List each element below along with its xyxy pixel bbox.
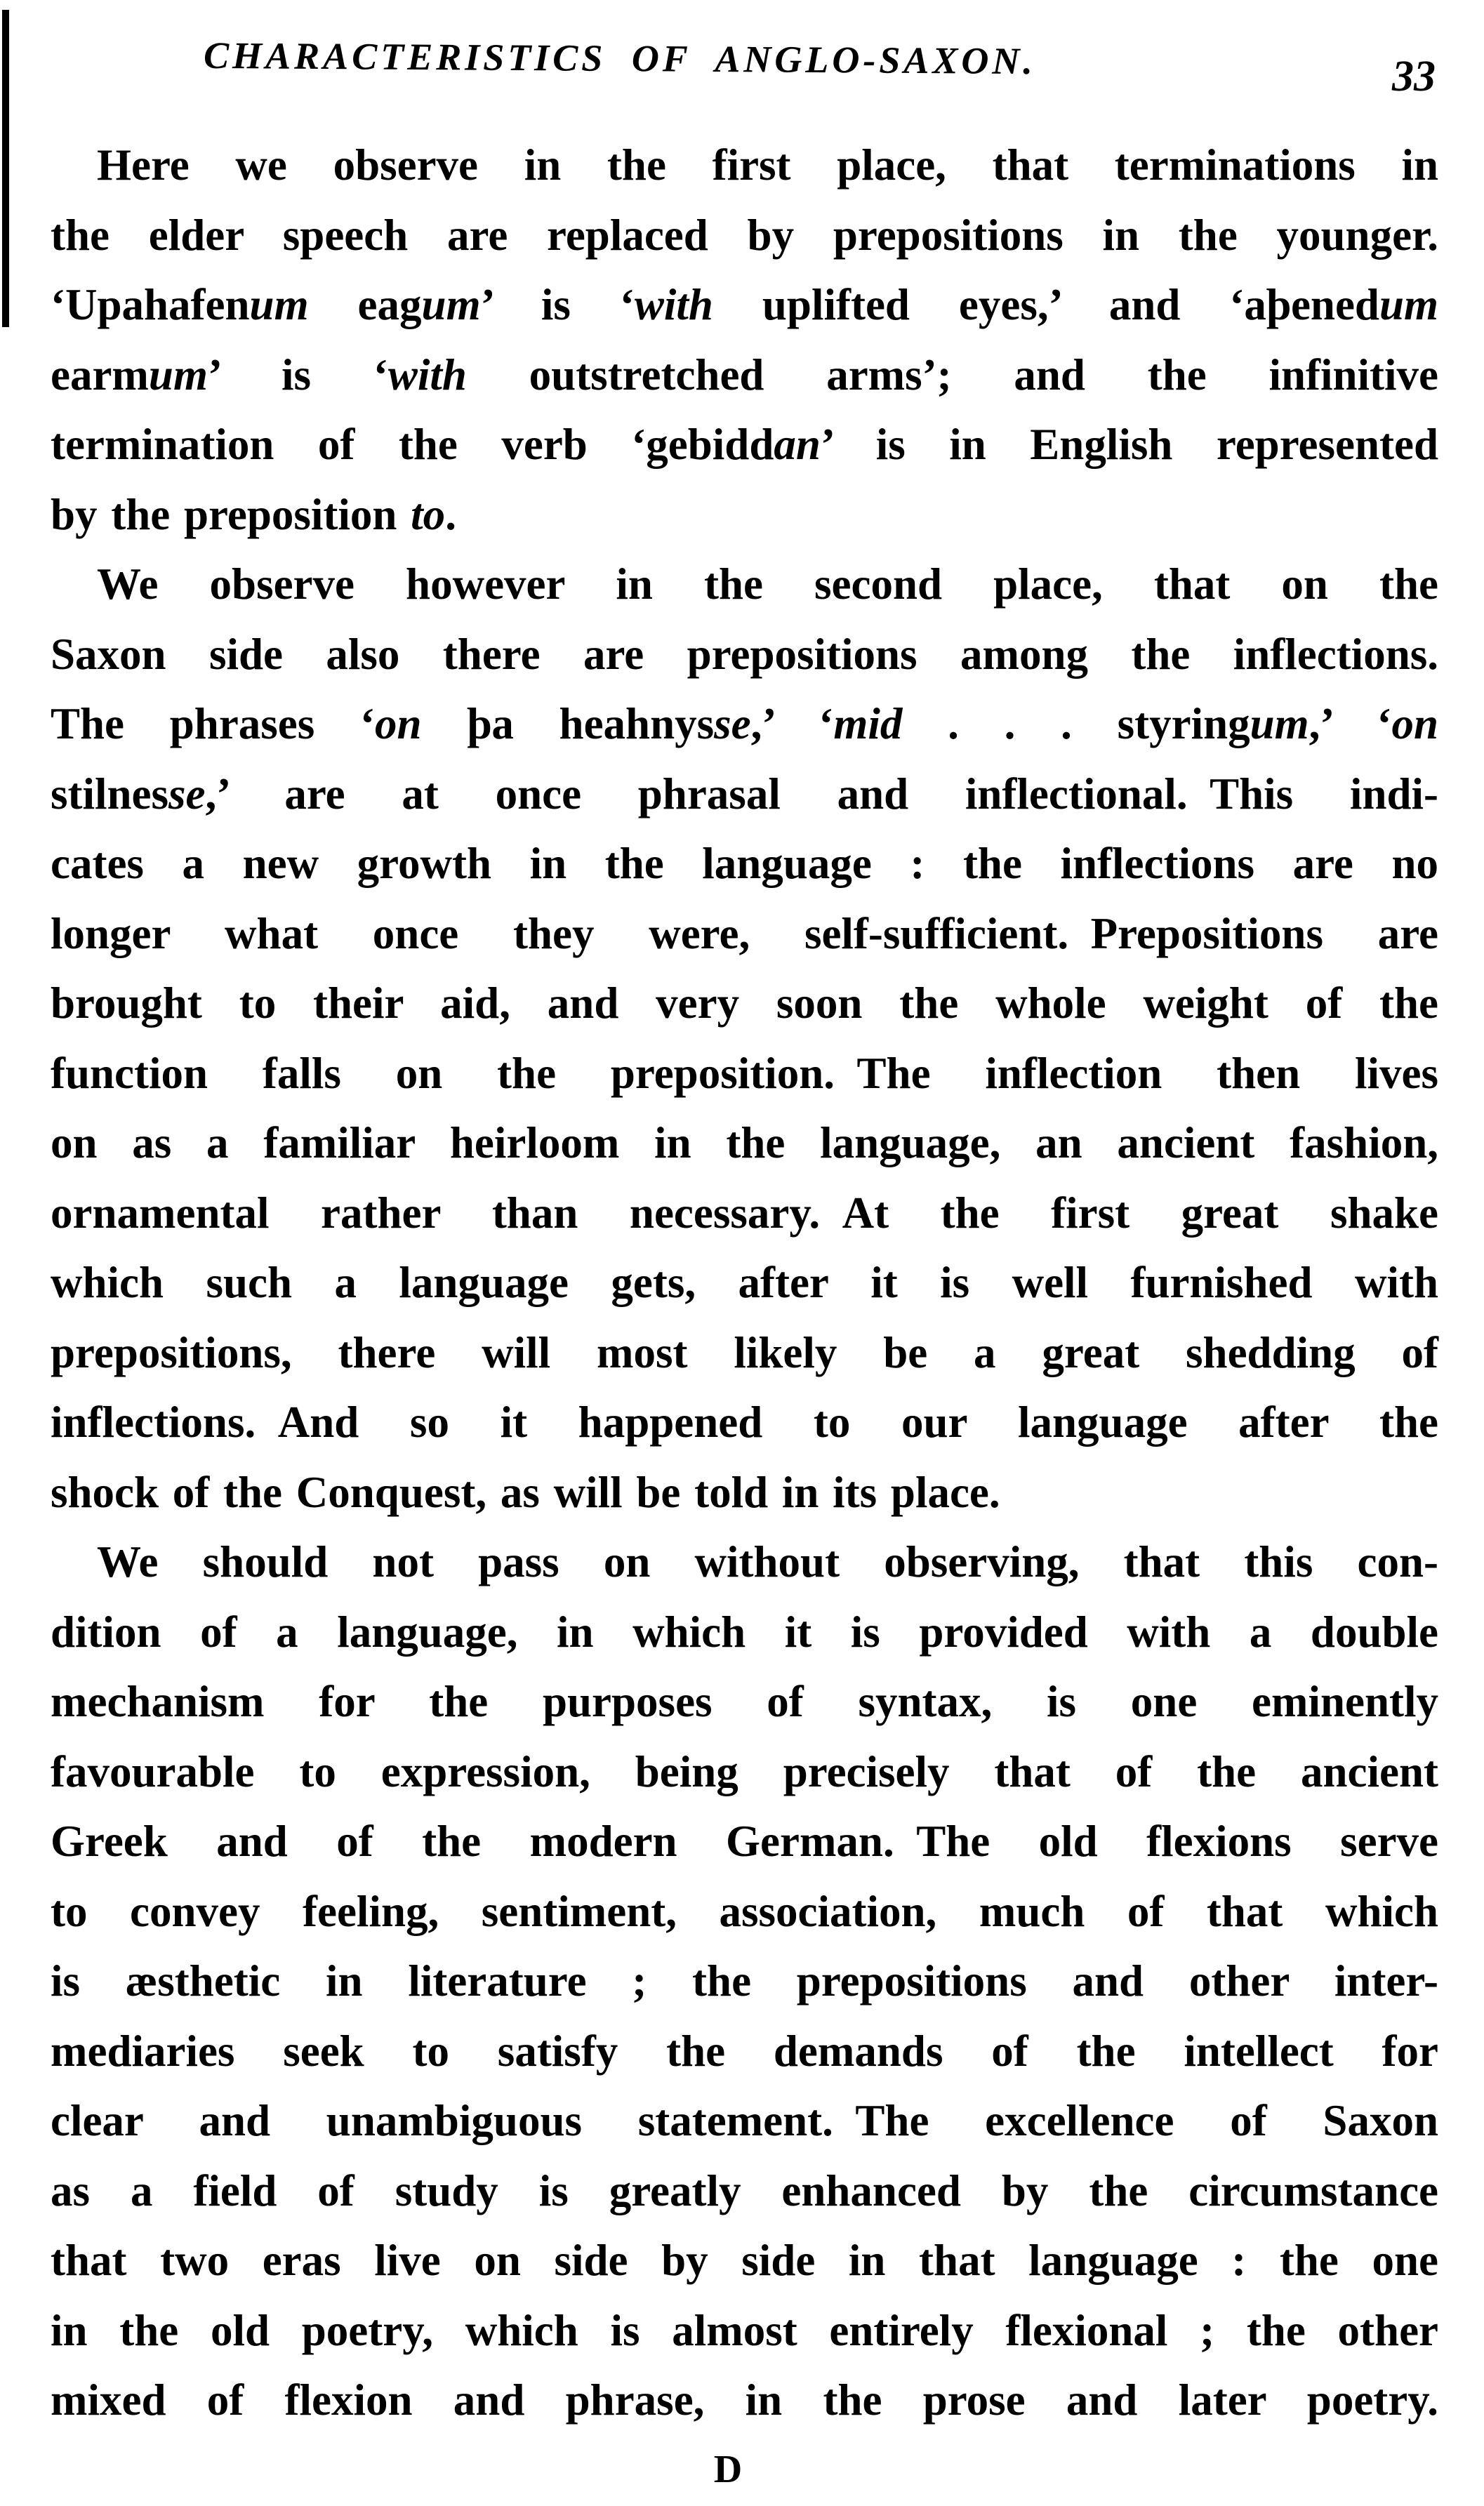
text-line: We observe however in the second place, that on the (97, 559, 1438, 609)
text-line: Saxon side also there are prepositions among the inflections. (51, 629, 1438, 679)
text-line: The phrases ‘on þa heahnysse,’ ‘mid . . . styringum,’ ‘on (51, 699, 1438, 748)
text-line: favourable to expression, being precisely that of the ancient (51, 1746, 1438, 1796)
page-number: 33 (1392, 53, 1436, 100)
page-title: CHARACTERISTICS OF ANGLO-SAXON. (203, 34, 1036, 83)
text-line: ‘Upahafenum eagum’ is ‘with uplifted eyes,’ and ‘aþenedum (51, 280, 1438, 329)
text-line: cates a new growth in the language : the inflections are no (51, 839, 1438, 888)
text-line: We should not pass on without observing, that this con- (97, 1537, 1438, 1586)
text-line: function falls on the preposition. The inflection then lives (51, 1048, 1438, 1098)
text-line: shock of the Conquest, as will be told in its place. (51, 1467, 1000, 1517)
text-line: as a field of study is greatly enhanced by the circumstance (51, 2166, 1438, 2215)
text-line: on as a familiar heirloom in the language, an ancient fashion, (51, 1118, 1438, 1167)
text-line: termination of the verb ‘gebiddan’ is in English represented (51, 420, 1438, 469)
text-line: in the old poetry, which is almost entirely flexional ; the other (51, 2305, 1438, 2355)
text-line: is æsthetic in literature ; the prepositions and other inter- (51, 1956, 1438, 2006)
page-body (51, 131, 1438, 2436)
text-line: clear and unambiguous statement. The excellence of Saxon (51, 2096, 1438, 2145)
text-line: ornamental rather than necessary. At the first great shake (51, 1188, 1438, 1238)
text-line: by the preposition to. (51, 489, 456, 539)
text-line: Greek and of the modern German. The old flexions serve (51, 1817, 1438, 1866)
text-line: longer what once they were, self-sufficient. Prepositions are (51, 908, 1438, 958)
text-line: that two eras live on side by side in that language : the one (51, 2236, 1438, 2285)
running-head (51, 28, 1438, 112)
scan-edge-artifact (2, 10, 9, 327)
text-line: stilnesse,’ are at once phrasal and inflectional. This indi- (51, 769, 1438, 818)
signature-mark: D (713, 2448, 743, 2491)
text-line: mechanism for the purposes of syntax, is one eminently (51, 1677, 1438, 1726)
text-line: the elder speech are replaced by prepositions in the younger. (51, 210, 1438, 260)
text-line: which such a language gets, after it is well furnished with (51, 1258, 1438, 1307)
text-line: to convey feeling, sentiment, association, much of that which (51, 1886, 1438, 1936)
text-line: prepositions, there will most likely be a great shedding of (51, 1327, 1438, 1377)
text-line: brought to their aid, and very soon the whole weight of the (51, 979, 1438, 1028)
text-line: earmum’ is ‘with outstretched arms’; and the infinitive (51, 350, 1439, 399)
text-line: dition of a language, in which it is provided with a double (51, 1607, 1438, 1657)
text-line: inflections. And so it happened to our language after the (51, 1398, 1438, 1447)
text-line: mixed of flexion and phrase, in the prose and later poetry. (51, 2375, 1438, 2425)
text-line: mediaries seek to satisfy the demands of the intellect for (51, 2026, 1438, 2076)
text-line: Here we observe in the first place, that terminations in (97, 140, 1438, 190)
